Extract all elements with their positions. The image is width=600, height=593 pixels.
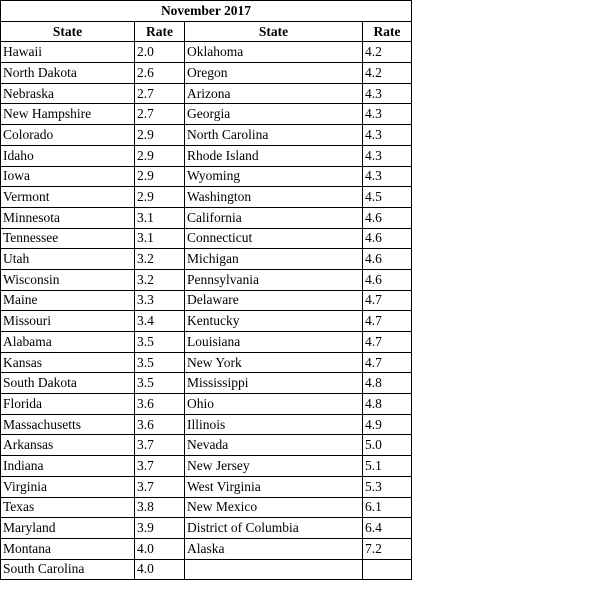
rate-left-cell: 2.9 <box>135 125 185 146</box>
rate-left-cell: 3.8 <box>135 497 185 518</box>
rate-right-cell: 4.3 <box>363 83 412 104</box>
state-left-cell: Missouri <box>1 311 135 332</box>
rate-right-cell: 4.7 <box>363 311 412 332</box>
table-row <box>1 63 412 84</box>
rate-left-cell: 2.9 <box>135 166 185 187</box>
state-left-cell: Texas <box>1 497 135 518</box>
table-row <box>1 269 412 290</box>
state-left-cell: Indiana <box>1 456 135 477</box>
rate-right-cell: 4.3 <box>363 104 412 125</box>
state-left-cell: Tennessee <box>1 228 135 249</box>
rate-left-cell: 3.7 <box>135 476 185 497</box>
state-right-cell: Oregon <box>185 63 363 84</box>
table-row <box>1 414 412 435</box>
header-state-left: State <box>1 21 135 42</box>
table-row <box>1 249 412 270</box>
rate-left-cell: 3.5 <box>135 373 185 394</box>
state-right-cell: District of Columbia <box>185 518 363 539</box>
rate-right-cell: 6.4 <box>363 518 412 539</box>
rate-right-cell: 4.3 <box>363 125 412 146</box>
rate-left-cell: 2.9 <box>135 145 185 166</box>
table-row <box>1 187 412 208</box>
rate-left-cell: 2.7 <box>135 104 185 125</box>
state-left-cell: South Dakota <box>1 373 135 394</box>
table-row <box>1 104 412 125</box>
rate-right-cell: 4.6 <box>363 249 412 270</box>
rate-left-cell: 3.4 <box>135 311 185 332</box>
rate-left-cell: 4.0 <box>135 559 185 580</box>
rate-right-cell: 4.7 <box>363 352 412 373</box>
table-title-row <box>1 1 412 22</box>
rate-left-cell: 3.1 <box>135 207 185 228</box>
rate-left-cell: 4.0 <box>135 538 185 559</box>
state-right-cell: West Virginia <box>185 476 363 497</box>
state-left-cell: Vermont <box>1 187 135 208</box>
state-right-cell: Illinois <box>185 414 363 435</box>
state-left-cell: Utah <box>1 249 135 270</box>
table-row <box>1 166 412 187</box>
rate-right-cell: 5.3 <box>363 476 412 497</box>
table-row <box>1 145 412 166</box>
rate-right-cell: 4.3 <box>363 166 412 187</box>
state-right-cell: Georgia <box>185 104 363 125</box>
state-right-cell: Mississippi <box>185 373 363 394</box>
state-right-cell: Washington <box>185 187 363 208</box>
header-rate-left: Rate <box>135 21 185 42</box>
rate-right-cell: 5.1 <box>363 456 412 477</box>
state-left-cell: Massachusetts <box>1 414 135 435</box>
state-right-cell: Kentucky <box>185 311 363 332</box>
state-left-cell: Arkansas <box>1 435 135 456</box>
state-right-cell: Connecticut <box>185 228 363 249</box>
state-right-cell: North Carolina <box>185 125 363 146</box>
state-left-cell: New Hampshire <box>1 104 135 125</box>
state-right-cell: Oklahoma <box>185 42 363 63</box>
rate-right-cell: 4.6 <box>363 207 412 228</box>
rate-right-cell <box>363 559 412 580</box>
rate-left-cell: 3.7 <box>135 435 185 456</box>
table-row <box>1 83 412 104</box>
rate-right-cell: 4.7 <box>363 332 412 353</box>
state-left-cell: Alabama <box>1 332 135 353</box>
state-right-cell: Rhode Island <box>185 145 363 166</box>
state-right-cell: Michigan <box>185 249 363 270</box>
state-right-cell: California <box>185 207 363 228</box>
rate-left-cell: 2.9 <box>135 187 185 208</box>
state-right-cell: New Jersey <box>185 456 363 477</box>
state-left-cell: Virginia <box>1 476 135 497</box>
table-row <box>1 538 412 559</box>
table-row <box>1 559 412 580</box>
state-left-cell: Maryland <box>1 518 135 539</box>
rate-right-cell: 4.8 <box>363 373 412 394</box>
state-right-cell: New Mexico <box>185 497 363 518</box>
table-row <box>1 394 412 415</box>
state-right-cell: Alaska <box>185 538 363 559</box>
state-left-cell: Iowa <box>1 166 135 187</box>
rate-right-cell: 4.5 <box>363 187 412 208</box>
rate-right-cell: 4.7 <box>363 290 412 311</box>
table-header-row <box>1 21 412 42</box>
rate-left-cell: 3.5 <box>135 352 185 373</box>
state-right-cell: New York <box>185 352 363 373</box>
rate-left-cell: 3.2 <box>135 269 185 290</box>
rate-left-cell: 3.7 <box>135 456 185 477</box>
state-left-cell: Wisconsin <box>1 269 135 290</box>
state-right-cell: Nevada <box>185 435 363 456</box>
rate-right-cell: 4.2 <box>363 63 412 84</box>
rate-right-cell: 4.6 <box>363 228 412 249</box>
rate-left-cell: 2.0 <box>135 42 185 63</box>
state-left-cell: Hawaii <box>1 42 135 63</box>
table-row <box>1 42 412 63</box>
state-left-cell: Montana <box>1 538 135 559</box>
rate-left-cell: 3.9 <box>135 518 185 539</box>
rate-left-cell: 3.6 <box>135 394 185 415</box>
state-right-cell: Louisiana <box>185 332 363 353</box>
state-right-cell <box>185 559 363 580</box>
rate-right-cell: 4.3 <box>363 145 412 166</box>
table-row <box>1 476 412 497</box>
state-left-cell: Florida <box>1 394 135 415</box>
rate-right-cell: 4.9 <box>363 414 412 435</box>
table-row <box>1 352 412 373</box>
table-row <box>1 290 412 311</box>
table-row <box>1 228 412 249</box>
header-state-right: State <box>185 21 363 42</box>
rate-left-cell: 3.3 <box>135 290 185 311</box>
rate-right-cell: 4.2 <box>363 42 412 63</box>
rate-left-cell: 3.6 <box>135 414 185 435</box>
table-row <box>1 373 412 394</box>
rate-left-cell: 2.6 <box>135 63 185 84</box>
state-left-cell: Idaho <box>1 145 135 166</box>
rate-right-cell: 4.8 <box>363 394 412 415</box>
state-left-cell: Maine <box>1 290 135 311</box>
state-left-cell: Kansas <box>1 352 135 373</box>
rate-right-cell: 7.2 <box>363 538 412 559</box>
rate-right-cell: 5.0 <box>363 435 412 456</box>
table-row <box>1 311 412 332</box>
table-row <box>1 497 412 518</box>
state-left-cell: Nebraska <box>1 83 135 104</box>
header-rate-right: Rate <box>363 21 412 42</box>
state-left-cell: Minnesota <box>1 207 135 228</box>
state-right-cell: Ohio <box>185 394 363 415</box>
rate-right-cell: 6.1 <box>363 497 412 518</box>
rate-left-cell: 3.5 <box>135 332 185 353</box>
table-row <box>1 332 412 353</box>
state-right-cell: Wyoming <box>185 166 363 187</box>
table-row <box>1 207 412 228</box>
rate-left-cell: 3.2 <box>135 249 185 270</box>
table-body <box>1 42 412 580</box>
state-left-cell: Colorado <box>1 125 135 146</box>
table-row <box>1 518 412 539</box>
table-row <box>1 125 412 146</box>
rate-right-cell: 4.6 <box>363 269 412 290</box>
table-row <box>1 435 412 456</box>
state-right-cell: Arizona <box>185 83 363 104</box>
state-left-cell: North Dakota <box>1 63 135 84</box>
state-right-cell: Delaware <box>185 290 363 311</box>
table-title: November 2017 <box>1 1 412 22</box>
table-row <box>1 456 412 477</box>
rate-left-cell: 3.1 <box>135 228 185 249</box>
rate-left-cell: 2.7 <box>135 83 185 104</box>
state-left-cell: South Carolina <box>1 559 135 580</box>
state-right-cell: Pennsylvania <box>185 269 363 290</box>
